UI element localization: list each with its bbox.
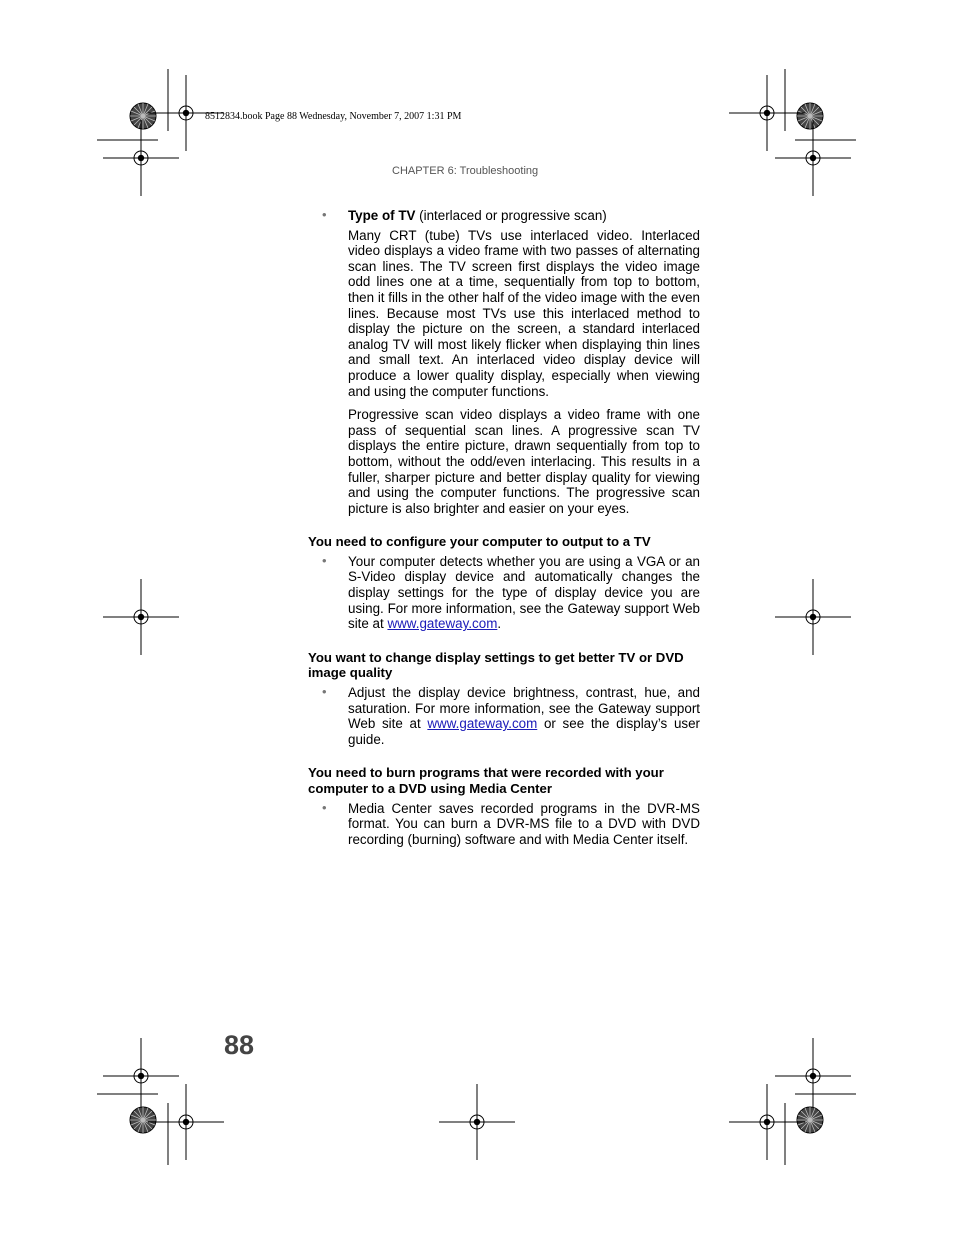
crosshair-mark <box>775 120 851 196</box>
page-number: 88 <box>224 1030 255 1060</box>
crosshair-mark <box>729 75 805 151</box>
bullet-glyph: • <box>322 684 327 700</box>
configure-text-end: . <box>497 616 502 632</box>
paragraph-interlaced: Many CRT (tube) TVs use interlaced video. Interlaced video displays a video frame with two passes of alternating scan lines. The TV screen first displays the video image odd lines one at a time, sequentially from top to bottom, then it fills in the other half of the video image with the even lines. Because most TVs use this interlaced method to display the picture on the screen, a standard interlaced analog TV will most likely flicker when displaying thin lines and small text. An interlaced video display device will produce a lower quality display, especially when viewing and using the computer functions. <box>348 227 700 399</box>
crosshair-mark <box>729 1084 805 1160</box>
crosshair-mark <box>439 1084 515 1160</box>
paragraph-display-settings <box>348 685 700 747</box>
bullet-glyph: • <box>322 799 327 815</box>
crosshair-mark <box>103 579 179 655</box>
term-type-of-tv: Type of TV <box>348 208 416 223</box>
rosette-mark-top-left <box>130 103 156 129</box>
rosette-mark-bottom-left <box>130 1107 156 1133</box>
bullet-display-settings <box>308 685 700 747</box>
page-content <box>308 208 700 855</box>
bullet-glyph: • <box>322 207 327 222</box>
running-head: CHAPTER 6: Troubleshooting <box>392 165 539 177</box>
term-description: (interlaced or progressive scan) <box>415 208 607 223</box>
crosshair-mark <box>103 120 179 196</box>
gateway-website-link[interactable]: www.gateway.com <box>427 716 538 732</box>
rosette-mark-bottom-right <box>797 1107 823 1133</box>
heading-configure-output: You need to configure your computer to output to a TV <box>308 534 651 550</box>
bullet-glyph: • <box>322 552 327 568</box>
print-slug: 8512834.book Page 88 Wednesday, November 7, 2007 1:31 PM <box>205 111 462 122</box>
heading-display-settings: You want to change display settings to get better TV or DVD image quality <box>308 649 684 681</box>
crosshair-mark <box>775 1038 851 1114</box>
display-text-end: or see the display’s user guide. <box>348 716 700 747</box>
paragraph-configure-output <box>348 554 700 632</box>
bullet-type-of-tv <box>308 208 700 516</box>
paragraph-burn-programs: Media Center saves recorded programs in the DVR-MS format. You can burn a DVR-MS file to a DVD with DVD recording (burning) software and with Media Center itself. <box>348 800 700 847</box>
gateway-website-link[interactable]: www.gateway.com <box>387 616 498 632</box>
crosshair-mark <box>775 579 851 655</box>
crosshair-mark <box>103 1038 179 1114</box>
bullet-burn-programs <box>308 801 700 848</box>
display-text: Adjust the display device brightness, contrast, hue, and saturation. For more information, see the Gateway support Web site at <box>348 685 700 732</box>
paragraph-progressive: Progressive scan video displays a video frame with one pass of sequential scan lines. A progressive scan TV displays the entire picture, drawn sequentially from top to bottom, without the odd/even interlacing. This results in a fuller, sharper picture and better display quality for viewing and using the computer functions. The progressive scan picture is also brighter and easier on your eyes. <box>348 407 700 516</box>
crosshair-mark <box>148 1084 224 1160</box>
bullet-configure-output <box>308 554 700 632</box>
heading-burn-programs: You need to burn programs that were recorded with your computer to a DVD using Media Center <box>308 765 664 796</box>
rosette-mark-top-right <box>797 103 823 129</box>
bullet-lead <box>348 208 700 224</box>
configure-text: Your computer detects whether you are using a VGA or an S-Video display device and automatically changes the display settings for the type of display device you are using. For more information, see the Gateway support Web site at <box>348 553 700 632</box>
